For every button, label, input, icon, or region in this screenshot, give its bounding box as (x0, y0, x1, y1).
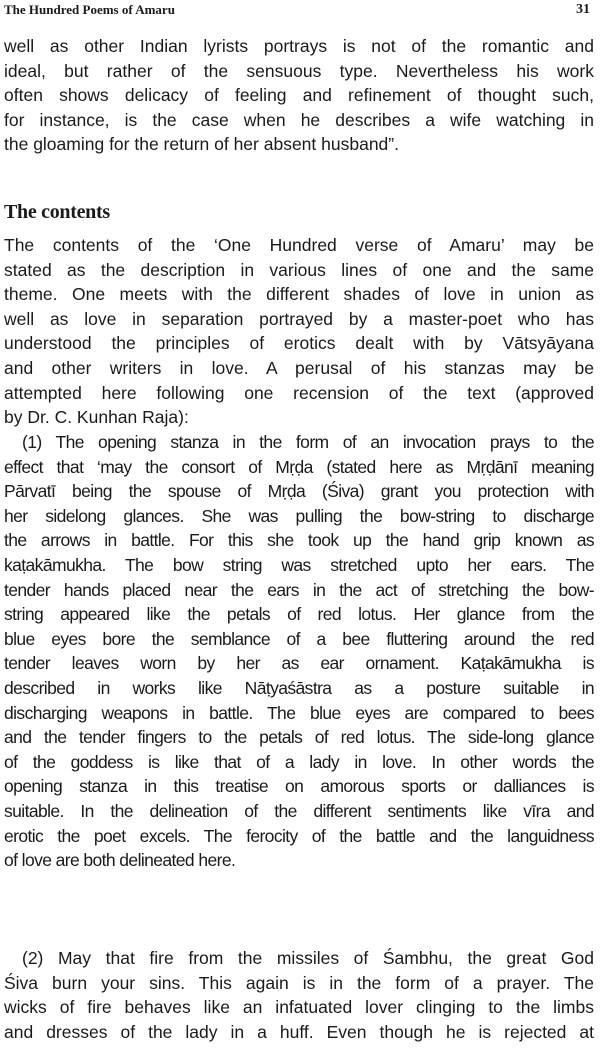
text-line: tender leaves worn by her as ear ornament. Kaṭakāmukha is (4, 653, 594, 674)
text-line: described in works like Nāṭyaśāstra as a posture suitable in (4, 677, 594, 698)
text-line: for instance, is the case when he describes a wife watching in (4, 109, 594, 130)
text-line: erotic the poet excels. The ferocity of the battle and the languidness (4, 825, 594, 846)
contents-paragraph (4, 233, 594, 430)
text-line: (1) The opening stanza in the form of an invocation prays to the (22, 432, 594, 452)
text-line: well as other Indian lyrists portrays is not of the romantic and (4, 36, 594, 56)
text-line: effect that ‘may the consort of Mṛḍa (stated here as Mṛḍānī meaning (4, 456, 594, 477)
text-line: The contents of the ‘One Hundred verse of Amaru’ may be (4, 235, 594, 255)
text-line: wicks of fire behaves like an infatuated lover clinging to the limbs (4, 997, 594, 1018)
text-line: often shows delicacy of feeling and refinement of thought such, (4, 85, 594, 106)
text-line: tender hands placed near the ears in the act of stretching the bow- (4, 579, 594, 600)
text-line: her sidelong glances. She was pulling the bow-string to discharge (4, 505, 594, 526)
page-number: 31 (576, 2, 590, 17)
text-line: and dresses of the lady in a huff. Even though he is rejected at (4, 1021, 594, 1042)
text-line: kaṭakāmukha. The bow string was stretched upto her ears. The (4, 554, 594, 575)
running-head (4, 0, 590, 22)
text-line: suitable. In the delineation of the different sentiments like vīra and (4, 800, 594, 821)
text-line: by Dr. C. Kunhan Raja): (4, 407, 189, 428)
text-line: (2) May that fire from the missiles of Śambhu, the great God (22, 948, 594, 968)
text-line: the gloaming for the return of her absent husband”. (4, 134, 399, 155)
text-line: and other writers in love. A perusal of his stanzas may be (4, 357, 594, 378)
text-line: and the tender fingers to the petals of red lotus. The side-long glance (4, 727, 594, 748)
section-heading: The contents (4, 201, 110, 223)
text-line: understood the principles of erotics dealt with by Vātsyāyana (4, 333, 594, 354)
text-line: Śiva burn your sins. This again is in the form of a prayer. The (4, 972, 594, 993)
text-line: of love are both delineated here. (4, 850, 236, 871)
text-line: blue eyes bore the semblance of a bee fluttering around the red (4, 628, 594, 649)
text-line: well as love in separation portrayed by a master-poet who has (4, 308, 594, 329)
text-line: theme. One meets with the different shades of love in union as (4, 284, 594, 305)
text-line: the arrows in battle. For this she took up the hand grip known as (4, 530, 594, 551)
text-line: opening stanza in this treatise on amorous sports or dalliances is (4, 776, 594, 797)
text-line: stated as the description in various lines of one and the same (4, 259, 594, 280)
running-title: The Hundred Poems of Amaru (4, 2, 175, 17)
intro-paragraph (4, 34, 594, 157)
text-line: Pārvatī being the spouse of Mṛḍa (Śiva) grant you protection with (4, 481, 594, 502)
text-line: string appeared like the petals of red lotus. Her glance from the (4, 604, 594, 625)
text-line: of the goddess is like that of a lady in love. In other words the (4, 751, 594, 772)
stanza-1-paragraph (4, 430, 594, 873)
text-line: discharging weapons in battle. The blue eyes are compared to bees (4, 702, 594, 723)
text-line: ideal, but rather of the sensuous type. Nevertheless his work (4, 60, 594, 81)
text-line: attempted here following one recension of the text (approved (4, 382, 594, 403)
stanza-2-paragraph (4, 946, 594, 1044)
